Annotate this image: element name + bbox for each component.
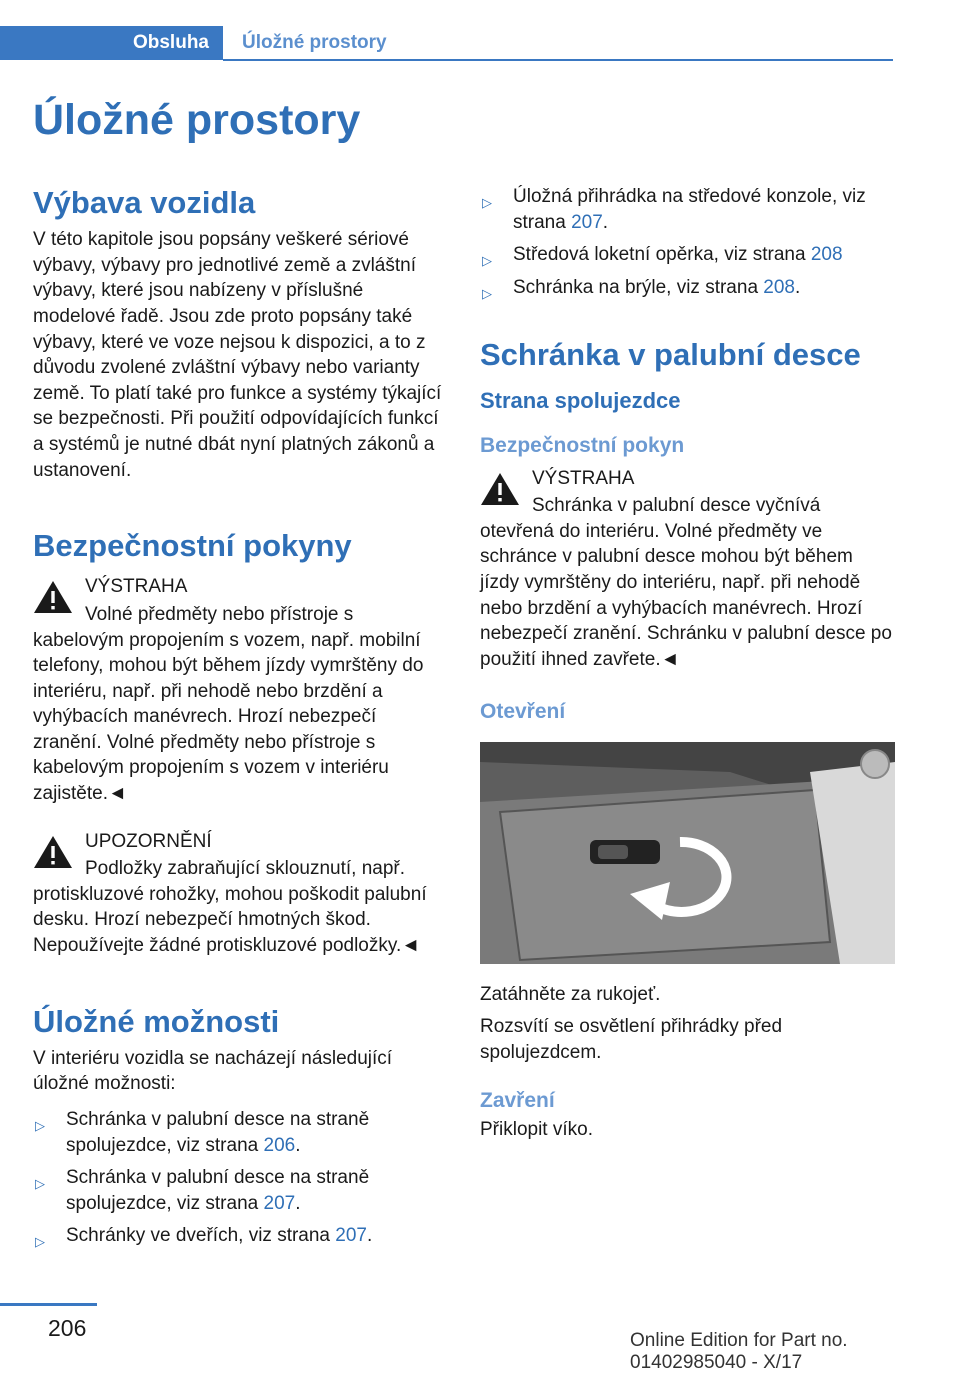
page-link[interactable]: 208 xyxy=(763,276,795,298)
footer-rule xyxy=(0,1303,97,1306)
page-link[interactable]: 207 xyxy=(571,211,603,233)
warning-text: Volné předměty nebo přístroje s kabelovým propojením s vozem, např. mobilní telefony, mohou být během jízdy vymrštěny do interiéru, např. při nehodě nebo brzdění a vyhýbacích manévrech. Hrozí nebezpečí zranění. Volné předměty nebo přístroje s kabelovým propojením s vozem v interiéru zajistěte.◄ xyxy=(33,603,424,805)
page-link[interactable]: 207 xyxy=(263,1192,296,1214)
heading-otevreni: Otevření xyxy=(480,700,566,724)
list-item: ▷ Schránka v palubní desce na straně spolujezdce, viz strana 206. xyxy=(35,1109,370,1156)
warning-triangle-icon xyxy=(480,472,520,506)
warning-triangle-icon xyxy=(33,580,73,614)
notice-block xyxy=(33,829,445,959)
heading-strana-spolujezdce: Strana spolujezdce xyxy=(480,387,681,413)
paragraph-zavreni: Přiklopit víko. xyxy=(480,1119,593,1141)
page-link[interactable]: 206 xyxy=(263,1134,296,1156)
warning-block xyxy=(33,574,445,806)
bullet-triangle-icon: ▷ xyxy=(35,1176,45,1192)
page-number: 206 xyxy=(48,1315,87,1341)
list-item: ▷ Středová loketní opěrka, viz strana 208 xyxy=(480,242,896,268)
heading-schranka: Schránka v palubní desce xyxy=(480,337,861,373)
notice-label: UPOZORNĚNÍ xyxy=(85,830,212,852)
warning-label: VÝSTRAHA xyxy=(532,467,635,489)
page-link[interactable]: 208 xyxy=(810,244,843,266)
page-link[interactable]: 207 xyxy=(335,1225,367,1247)
bullet-triangle-icon: ▷ xyxy=(35,1234,45,1250)
paragraph-moznosti: V interiéru vozidla se nacházejí následující úložné možnosti: xyxy=(33,1047,393,1095)
edition-note: Online Edition for Part no. 01402985040 - X/17 xyxy=(630,1330,848,1373)
header-section[interactable]: Obsluha xyxy=(132,32,209,53)
list-item: ▷ Schránka na brýle, viz strana 208. xyxy=(480,275,896,301)
heading-vybava: Výbava vozidla xyxy=(33,185,256,220)
bullet-triangle-icon: ▷ xyxy=(35,1118,45,1133)
left-column xyxy=(33,184,445,1256)
page-header xyxy=(0,26,893,62)
warning-label: VÝSTRAHA xyxy=(85,576,188,598)
page-title: Úložné prostory xyxy=(33,96,361,144)
heading-bezpecnostni-pokyny: Bezpečnostní pokyny xyxy=(33,528,352,564)
heading-bezpecnostni-pokyn: Bezpečnostní pokyn xyxy=(480,433,685,457)
right-column xyxy=(480,184,896,1143)
header-subsection[interactable]: Úložné prostory xyxy=(242,32,387,53)
storage-list xyxy=(33,1107,445,1249)
list-item: ▷ Schránka v palubní desce na straně spolujezdce, viz strana 207. xyxy=(35,1167,370,1214)
paragraph-vybava: V této kapitole jsou popsány veškeré sériové výbavy, výbavy pro jednotlivé země a zvláštní výbavy, které jsou nabízeny v příslušné modelové řadě. Jsou zde proto popsány také výbavy, které ve voze nejsou k dispozici, a to z důvodu zvolené zvláštní výbavy nebo varianty země. To platí také pro funkce a systémy týkající se bezpečnosti. Při použití odpovídajících funkcí a systémů je nutné dbát nyní platných zákonů a ustanovení. xyxy=(33,229,442,481)
glovebox-illustration xyxy=(480,742,895,964)
bullet-triangle-icon: ▷ xyxy=(482,195,492,210)
warning-block xyxy=(480,466,896,673)
paragraph-otevreni-1: Zatáhněte za rukojeť. xyxy=(480,984,661,1006)
warning-text: Schránka v palubní desce vyčnívá otevřená do interiéru. Volné předměty ve schránce v palubní desce mohou být během jízdy vymrštěny do interiéru, např. při nehodě nebo brzdění a vyhýbacích manévrech. Hrozí nebezpečí zranění. Schránku v palubní desce po použití ihned zavřete.◄ xyxy=(480,495,892,670)
heading-ulozne-moznosti: Úložné možnosti xyxy=(33,1003,280,1039)
notice-text: Podložky zabraňující sklouznutí, např. protiskluzové rohožky, mohou poškodit palubní desku. Hrozí nebezpečí hmotných škod. Nepoužívejte žádné protiskluzové podložky.◄ xyxy=(33,858,427,957)
bullet-triangle-icon: ▷ xyxy=(482,253,492,269)
bullet-triangle-icon: ▷ xyxy=(482,285,492,301)
list-item: ▷ Schránky ve dveřích, viz strana 207. xyxy=(33,1223,445,1249)
heading-zavreni: Zavření xyxy=(480,1089,555,1113)
paragraph-otevreni-2: Rozsvítí se osvětlení přihrádky před spolujezdcem. xyxy=(480,1015,783,1063)
warning-triangle-icon xyxy=(33,835,73,869)
storage-list-continued xyxy=(480,184,896,300)
glovebox-photo xyxy=(480,742,895,964)
list-item: ▷ Úložná přihrádka na středové konzole, viz strana 207. xyxy=(482,186,866,233)
